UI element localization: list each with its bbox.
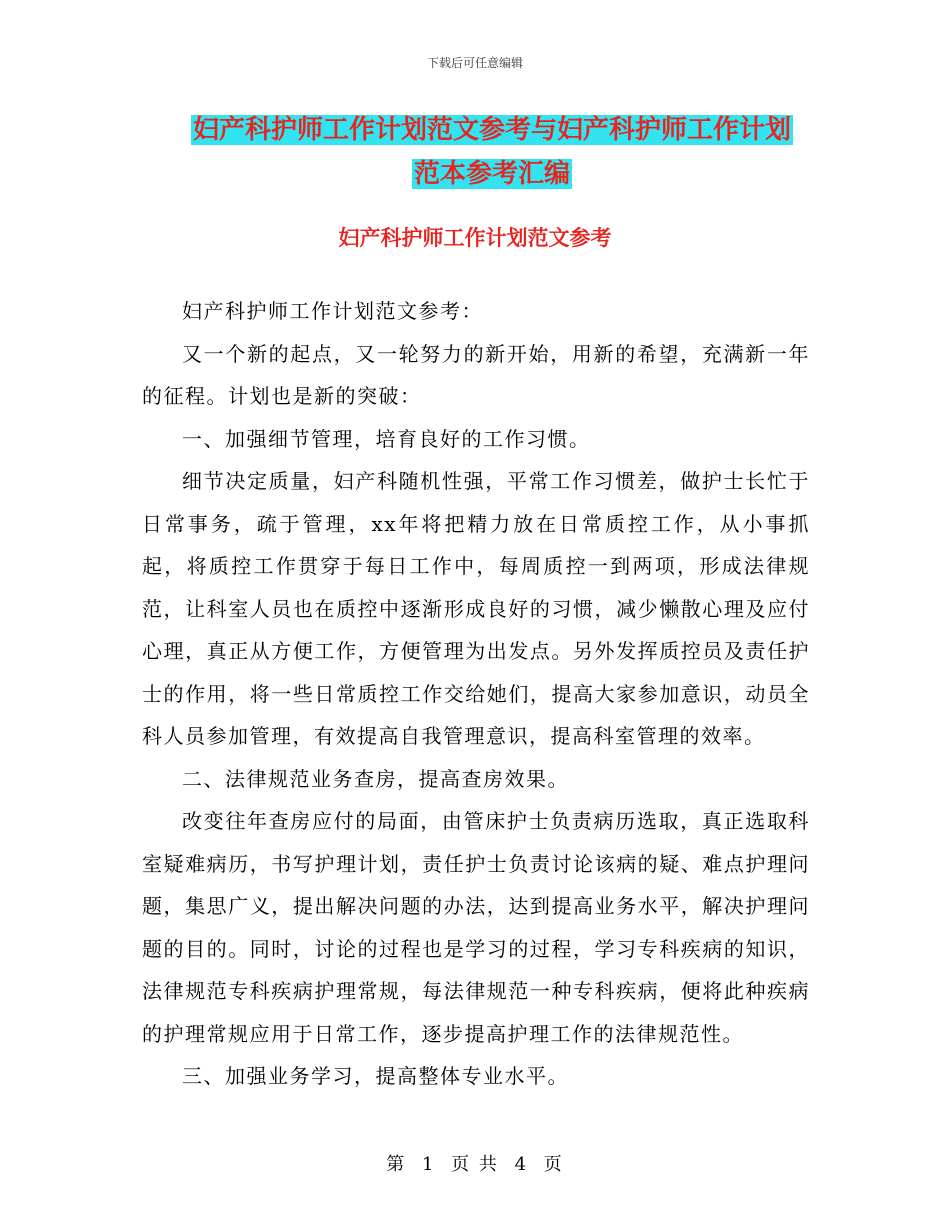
paragraph: 三、加强业务学习，提高整体专业水平。 — [182, 1064, 569, 1088]
paragraph: 细节决定质量，妇产科随机性强，平常工作习惯差，做护士长忙于日常事务，疏于管理，xx年将把精力放在日常质控工作，从小事抓起，将质控工作贯穿于每日工作中，每周质控一到两项，形成法律规范，让科室人员也在质控中逐渐形成良好的习惯，减少懒散心理及应付心理，真正从方便工作，方便管理为出发点。另外发挥质控员及责任护士的作用，将一些日常质控工作交给她们，提高大家参加意识，动员全科人员参加管理，有效提高自我管理意识，提高科室管理的效率。 — [142, 469, 810, 748]
main-title-line-2: 范本参考汇编 — [413, 159, 570, 189]
page-footer — [0, 1150, 950, 1176]
footer-suffix: 页 — [543, 1154, 564, 1175]
body-text — [142, 290, 810, 1098]
paragraph: 改变往年查房应付的局面，由管床护士负责病历选取，真正选取科室疑难病历，书写护理计划，责任护士负责讨论该病的疑、难点护理问题，集思广义，提出解决问题的办法，达到提高业务水平，解决护理问题的目的。同时，讨论的过程也是学习的过程，学习专科疾病的知识，法律规范专科疾病护理常规，每法律规范一种专科疾病，便将此种疾病的护理常规应用于日常工作，逐步提高护理工作的法律规范性。 — [142, 809, 810, 1046]
paragraph: 二、法律规范业务查房，提高查房效果。 — [182, 766, 569, 791]
paragraph: 一、加强细节管理，培育良好的工作习惯。 — [182, 426, 591, 451]
paragraph: 又一个新的起点，又一轮努力的新开始，用新的希望，充满新一年的征程。计划也是新的突破： — [142, 341, 810, 408]
footer-mid: 页 共 — [451, 1154, 499, 1175]
header-note: 下载后可任意编辑 — [426, 56, 523, 70]
main-title-line-1: 妇产科护师工作计划范文参考与妇产科护师工作计划 — [192, 115, 791, 145]
main-title — [142, 108, 842, 196]
footer-total-pages: 4 — [514, 1154, 529, 1175]
footer-prefix: 第 — [386, 1154, 407, 1175]
paragraph: 妇产科护师工作计划范文参考： — [182, 299, 483, 323]
section-title: 妇产科护师工作计划范文参考 — [338, 225, 612, 250]
footer-page-number: 1 — [421, 1154, 436, 1175]
